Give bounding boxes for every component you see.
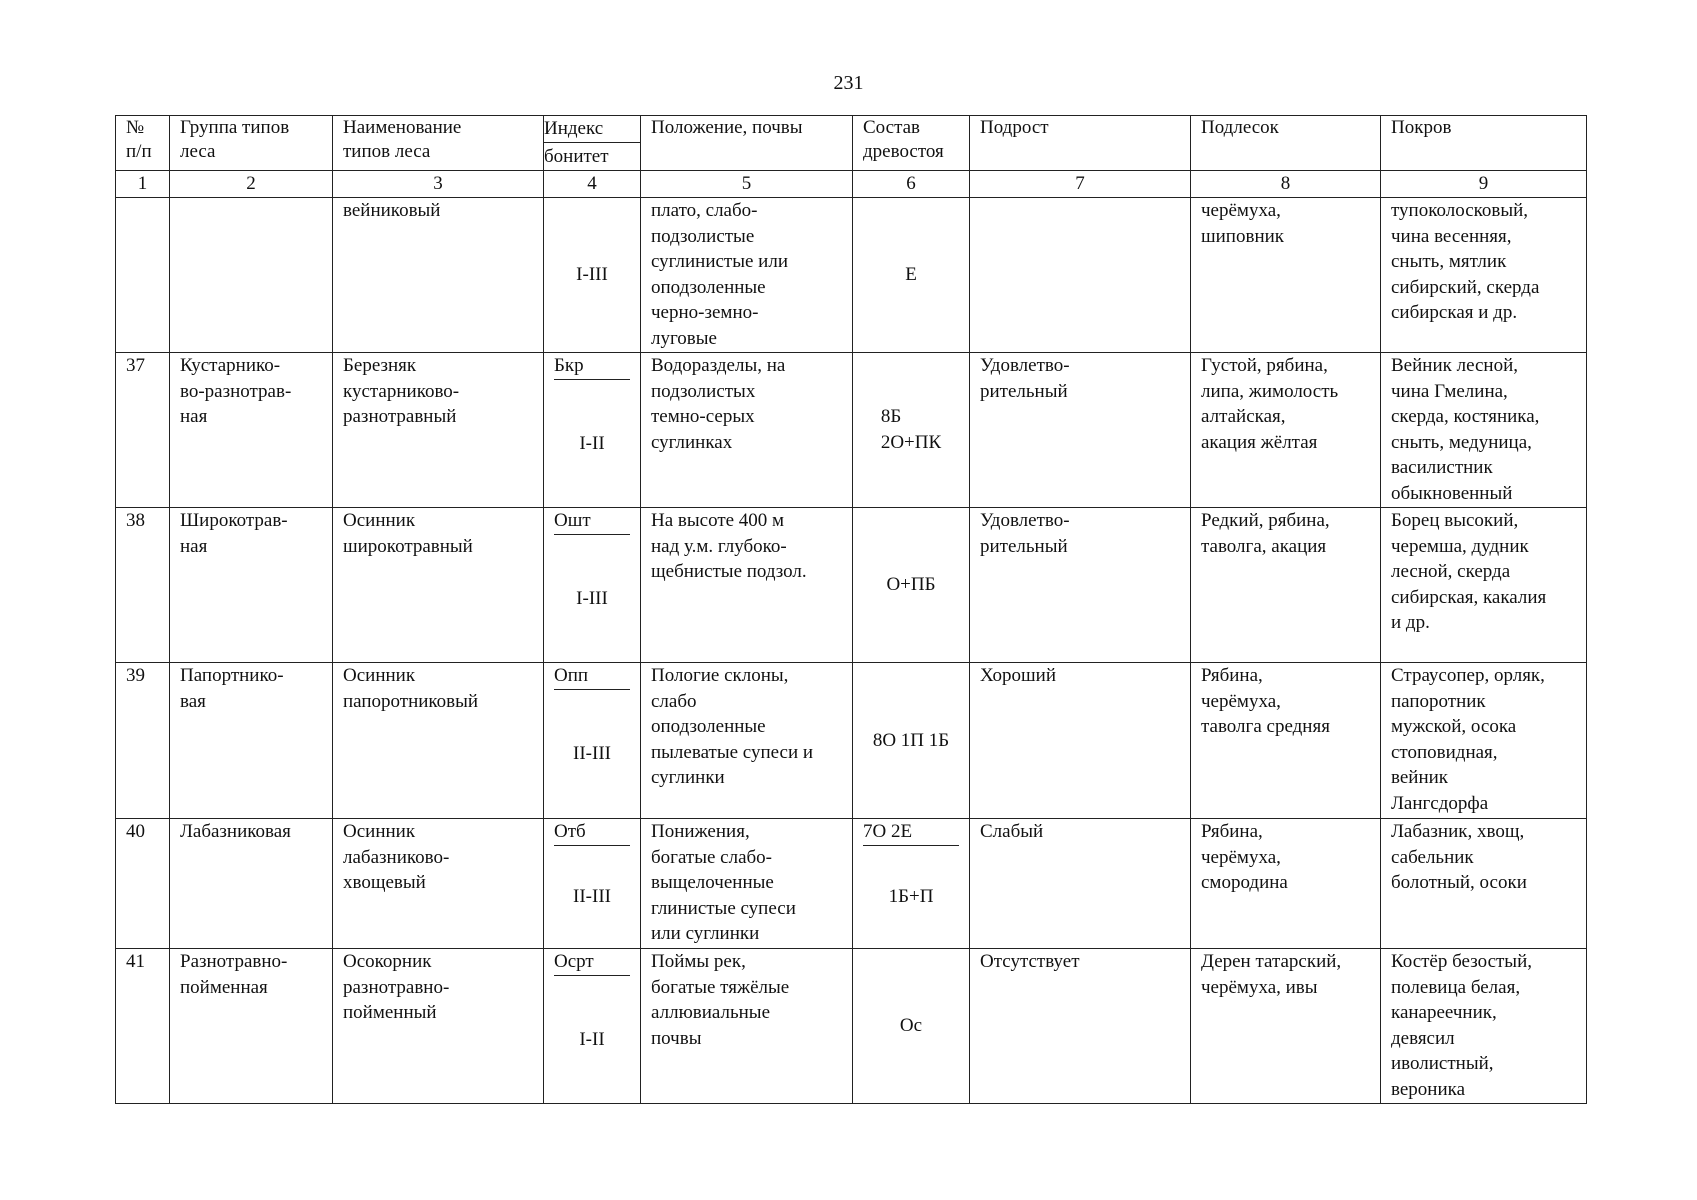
ground-cover: тупоколосковый, чина весенняя, сныть, мятлик сибирский, скерда сибирская и др. (1381, 198, 1587, 353)
bonitet: II-III (573, 886, 611, 908)
row-number: 37 (116, 353, 170, 508)
ground-cover: Лабазник, хвощ, сабельник болотный, осоки (1381, 819, 1587, 949)
forest-type-name: Осинник широкотравный (333, 508, 544, 663)
header-num: № п/п (116, 116, 170, 171)
undergrowth: Удовлетво- рительный (970, 353, 1191, 508)
table-row (116, 508, 1587, 663)
underbrush: Дерен татарский, черёмуха, ивы (1191, 949, 1381, 1104)
stand-composition: 1Б+П (888, 886, 934, 908)
header-undergrowth: Подрост (970, 116, 1191, 171)
position-soils: Пологие склоны, слабо оподзоленные пылеватые супеси и суглинки (641, 663, 853, 819)
underbrush: Густой, рябина, липа, жимолость алтайская, акация жёлтая (1191, 353, 1381, 508)
composition-cell (853, 663, 970, 819)
underbrush: черёмуха, шиповник (1191, 198, 1381, 353)
table-row (116, 353, 1587, 508)
column-number: 2 (170, 171, 333, 198)
stand-composition: Ос (899, 1015, 923, 1036)
position-soils: плато, слабо- подзолистые суглинистые или оподзоленные черно-земно- луговые (641, 198, 853, 353)
row-number (116, 198, 170, 353)
bonitet: I-II (579, 1028, 605, 1050)
column-number: 4 (544, 171, 641, 198)
header-index-top: Индекс (544, 116, 640, 143)
stand-composition: О+ПБ (886, 574, 936, 595)
composition-cell (853, 508, 970, 663)
forest-type-name: Осинник папоротниковый (333, 663, 544, 819)
header-index (544, 116, 641, 171)
ground-cover: Борец высокий, черемша, дудник лесной, скерда сибирская, какалия и др. (1381, 508, 1587, 663)
underbrush: Рябина, черёмуха, таволга средняя (1191, 663, 1381, 819)
forest-type-index: Осрт (554, 949, 630, 976)
undergrowth: Отсутствует (970, 949, 1191, 1104)
undergrowth: Удовлетво- рительный (970, 508, 1191, 663)
forest-type-name: вейниковый (333, 198, 544, 353)
column-number-row (116, 171, 1587, 198)
forest-group: Кустарнико- во-разнотрав- ная (170, 353, 333, 508)
stand-composition: 8Б 2О+ПК (880, 406, 942, 453)
header-underbrush: Подлесок (1191, 116, 1381, 171)
column-number: 3 (333, 171, 544, 198)
header-index-bottom: бонитет (544, 146, 609, 167)
table-row (116, 819, 1587, 949)
stand-composition: 8О 1П 1Б (872, 729, 950, 751)
header-group: Группа типов леса (170, 116, 333, 171)
index-bonitet-cell (544, 508, 641, 663)
row-number: 38 (116, 508, 170, 663)
row-number: 41 (116, 949, 170, 1104)
bonitet: I-III (576, 264, 608, 285)
forest-type-index: Ошт (554, 508, 630, 535)
column-number: 1 (116, 171, 170, 198)
header-cover: Покров (1381, 116, 1587, 171)
header-name: Наименование типов леса (333, 116, 544, 171)
position-soils: Поймы рек, богатые тяжёлые аллювиальные почвы (641, 949, 853, 1104)
forest-type-index: Отб (554, 819, 630, 846)
row-number: 40 (116, 819, 170, 949)
header-composition: Состав древостоя (853, 116, 970, 171)
table-row (116, 198, 1587, 353)
page-number: 231 (833, 72, 864, 94)
position-soils: Понижения, богатые слабо- выщелоченные глинистые супеси или суглинки (641, 819, 853, 949)
position-soils: Водоразделы, на подзолистых темно-серых суглинках (641, 353, 853, 508)
index-bonitet-cell (544, 198, 641, 353)
stand-composition: Е (905, 264, 917, 285)
forest-type-index: Опп (554, 663, 630, 690)
bonitet: II-III (573, 743, 611, 765)
composition-cell (853, 353, 970, 508)
bonitet: I-III (576, 587, 608, 609)
composition-cell (853, 198, 970, 353)
column-number: 7 (970, 171, 1191, 198)
ground-cover: Вейник лесной, чина Гмелина, скерда, костяника, сныть, медуница, василистник обыкновенный (1381, 353, 1587, 508)
forest-type-name: Березняк кустарниково- разнотравный (333, 353, 544, 508)
forest-type-index: Бкр (554, 353, 630, 380)
header-row (116, 116, 1587, 171)
forest-types-table (115, 115, 1587, 1104)
index-bonitet-cell (544, 819, 641, 949)
column-number: 6 (853, 171, 970, 198)
table-row (116, 663, 1587, 819)
bonitet: I-II (579, 432, 605, 454)
undergrowth: Слабый (970, 819, 1191, 949)
forest-group: Лабазниковая (170, 819, 333, 949)
index-bonitet-cell (544, 949, 641, 1104)
forest-type-name: Осокорник разнотравно- пойменный (333, 949, 544, 1104)
undergrowth (970, 198, 1191, 353)
index-bonitet-cell (544, 663, 641, 819)
header-position: Положение, почвы (641, 116, 853, 171)
composition-cell (853, 819, 970, 949)
row-number: 39 (116, 663, 170, 819)
undergrowth: Хороший (970, 663, 1191, 819)
column-number: 9 (1381, 171, 1587, 198)
composition-cell (853, 949, 970, 1104)
ground-cover: Страусопер, орляк, папоротник мужской, осока стоповидная, вейник Лангсдорфа (1381, 663, 1587, 819)
index-bonitet-cell (544, 353, 641, 508)
underbrush: Редкий, рябина, таволга, акация (1191, 508, 1381, 663)
forest-group: Папортнико- вая (170, 663, 333, 819)
forest-type-name: Осинник лабазниково- хвощевый (333, 819, 544, 949)
table-row (116, 949, 1587, 1104)
column-number: 8 (1191, 171, 1381, 198)
ground-cover: Костёр безостый, полевица белая, канареечник, девясил иволистный, вероника (1381, 949, 1587, 1104)
underbrush: Рябина, черёмуха, смородина (1191, 819, 1381, 949)
forest-group: Широкотрав- ная (170, 508, 333, 663)
position-soils: На высоте 400 м над у.м. глубоко- щебнистые подзол. (641, 508, 853, 663)
column-number: 5 (641, 171, 853, 198)
forest-group (170, 198, 333, 353)
forest-group: Разнотравно- пойменная (170, 949, 333, 1104)
stand-composition-top: 7О 2Е (863, 819, 959, 846)
